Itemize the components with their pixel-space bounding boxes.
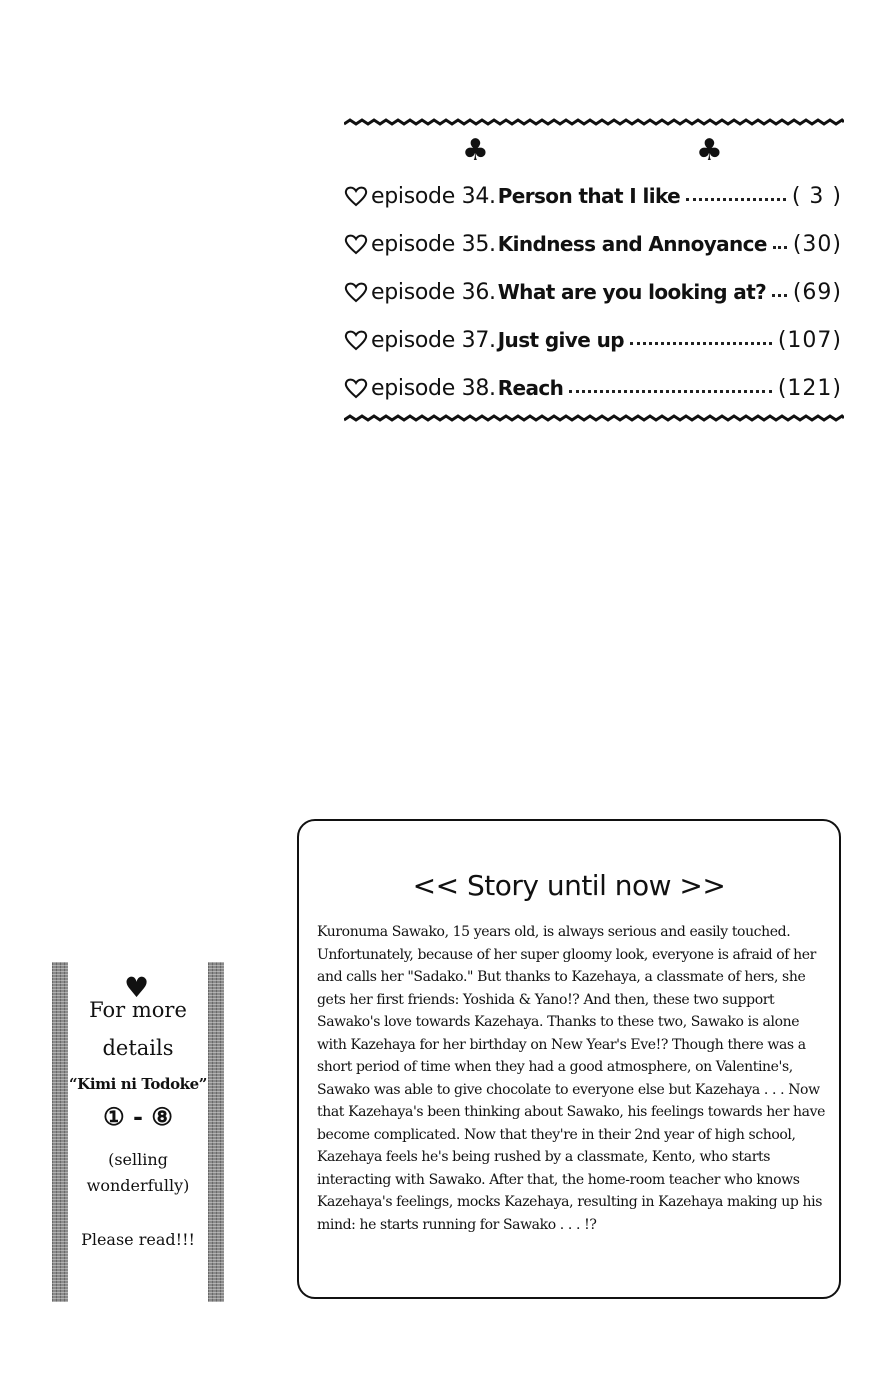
story-body-text: Kuronuma Sawako, 15 years old, is always serious and easily touched. Unfortunately, because of her super gloomy look, everyone is afraid of her and calls her "Sadako." But thanks to Kazehaya, a classmate of hers, she gets her first friends: Yoshida & Yano!? And then, these two support Sawako's love towards Kazehaya. Thanks to these two, Sawako is alone with Kazehaya for her birthday on New Year's Eve!? Though there was a short period of time when they had a good atmosphere, on Valentine's, Sawako was able to give chocolate to everyone else but Kazehaya . . . Now that Kazehaya's been thinking about Sawako, his feelings towards her have become complicated. Now that they're in their 2nd year of high school, Kazehaya feels he's being rushed by a classmate, Kento, who starts interacting with Sawako. After that, the home-room teacher who knows Kazehaya's feelings, mocks Kazehaya, resulting in Kazehaya making up his mind: he starts running for Sawako . . . !? — [317, 924, 825, 1233]
episode-page: (30) — [792, 231, 842, 257]
dot-leader — [773, 246, 787, 249]
heart-icon: ♥ — [124, 971, 150, 1004]
club-icon: ♣ — [696, 133, 723, 168]
toc-entry-episode-37[interactable] — [344, 320, 842, 360]
promo-line: wonderfully) — [86, 1176, 190, 1195]
story-heading: << Story until now >> — [412, 869, 726, 902]
episode-number: episode 38. — [371, 375, 496, 401]
toc-entry-episode-35[interactable] — [344, 224, 842, 264]
table-of-contents — [344, 118, 844, 424]
promo-box — [52, 962, 224, 1302]
episode-title: Person that I like — [497, 184, 681, 208]
dot-leader — [569, 390, 772, 393]
episode-title: Just give up — [497, 328, 624, 352]
promo-line: For more — [89, 998, 187, 1022]
zigzag-border-top — [344, 118, 844, 126]
dot-leader — [772, 294, 787, 297]
episode-page: (107) — [777, 327, 842, 353]
heart-outline-icon — [344, 185, 368, 207]
episode-title: Reach — [497, 376, 564, 400]
heart-outline-icon — [344, 329, 368, 351]
story-summary-box — [297, 819, 841, 1299]
promo-series-title: “Kimi ni Todoke” — [68, 1075, 208, 1093]
promo-call-to-action: Please read!!! — [81, 1230, 195, 1249]
episode-title: Kindness and Annoyance — [497, 232, 767, 256]
episode-title: What are you looking at? — [497, 280, 767, 304]
episode-number: episode 35. — [371, 231, 496, 257]
club-icon: ♣ — [462, 133, 489, 168]
dot-leader — [686, 198, 786, 201]
heart-outline-icon — [344, 233, 368, 255]
promo-line: (selling — [108, 1150, 168, 1169]
episode-number: episode 34. — [371, 183, 496, 209]
toc-entry-episode-38[interactable] — [344, 368, 842, 408]
episode-page: (121) — [777, 375, 842, 401]
episode-number: episode 37. — [371, 327, 496, 353]
toc-entry-episode-36[interactable] — [344, 272, 842, 312]
promo-volume-range: ① - ⑧ — [103, 1102, 173, 1131]
dot-leader — [630, 342, 772, 345]
toc-entry-episode-34[interactable] — [344, 176, 842, 216]
episode-page: (69) — [792, 279, 842, 305]
promo-line: details — [102, 1036, 174, 1060]
zigzag-border-bottom — [344, 414, 844, 422]
promo-border-left — [52, 962, 68, 1302]
episode-number: episode 36. — [371, 279, 496, 305]
promo-border-right — [208, 962, 224, 1302]
episode-page: ( 3 ) — [791, 183, 842, 209]
heart-outline-icon — [344, 281, 368, 303]
promo-content — [68, 962, 208, 1302]
heart-outline-icon — [344, 377, 368, 399]
